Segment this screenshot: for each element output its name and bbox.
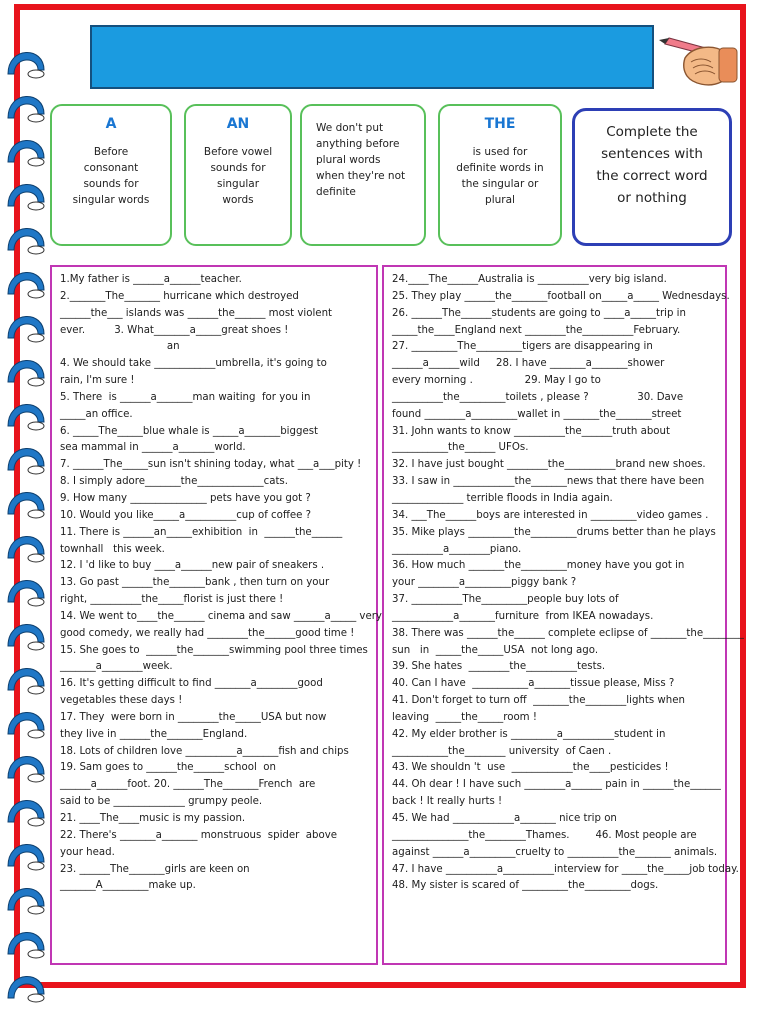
rule-card-nothing	[300, 104, 426, 246]
exercise-line: 38. There was ______the______ complete eclipse of _______the________	[392, 627, 744, 639]
exercise-line: back ! It really hurts !	[392, 796, 503, 808]
instruction-line: or nothing	[617, 190, 687, 206]
exercise-line: said to be ______________ grumpy peole.	[60, 796, 263, 808]
rule-text-line: definite words in	[456, 162, 544, 174]
rule-text-line: singular	[216, 178, 260, 190]
exercise-line: 45. We had ____________a_______ nice trip on	[392, 813, 617, 824]
exercise-line: ___________the______ UFOs.	[392, 442, 529, 454]
exercise-line: 18. Lots of children love __________a_______fish and chips	[60, 745, 349, 757]
exercise-line: 6. _____The_____blue whale is _____a_______biggest	[60, 425, 319, 437]
exercise-line: __________the_________toilets , please ? 30. Dave	[392, 391, 684, 403]
exercise-line: 42. My elder brother is _________a__________student in	[392, 728, 666, 740]
writing-hand-icon	[655, 22, 739, 90]
binder-ring-icon	[8, 404, 44, 430]
rule-text-line: Before	[93, 146, 129, 158]
rule-card-a	[50, 104, 172, 246]
exercise-line: 41. Don't forget to turn off _______the________lights when	[392, 695, 685, 707]
binder-ring-icon	[8, 888, 44, 914]
binder-ring-icon	[8, 492, 44, 518]
instruction-line: Complete the	[606, 124, 698, 140]
exercise-line: 34. ___The______boys are interested in _________video games .	[392, 509, 709, 521]
rule-text-line: plural words	[316, 154, 381, 166]
exercise-line: _______________the________Thames. 46. Most people are	[392, 829, 697, 841]
exercise-line: 39. She hates ________the__________tests.	[392, 661, 606, 673]
exercise-line: ever. 3. What_______a_____great shoes !	[60, 324, 289, 336]
exercise-line: against ______a_________cruelty to __________the_______ animals.	[392, 846, 718, 858]
exercise-line: 31. John wants to know __________the______truth about	[392, 425, 670, 437]
binder-ring-icon	[8, 756, 44, 782]
exercise-panel-right	[382, 265, 744, 965]
exercise-line: 11. There is ______an_____exhibition in ______the______	[60, 526, 343, 538]
exercise-line: townhall this week.	[60, 543, 165, 555]
binder-ring-icon	[8, 712, 44, 738]
instruction-line: sentences with	[601, 146, 703, 162]
exercise-line: ______a______foot. 20. ______The_______French are	[60, 779, 316, 791]
rule-card-label: THE	[484, 116, 516, 132]
exercise-line: 27. _________The_________tigers are disappearing in	[392, 341, 653, 353]
exercise-line: found ________a_________wallet in _______the_______street	[392, 408, 682, 420]
exercise-line: 9. How many _______________ pets have you got ?	[60, 492, 311, 504]
binder-ring-icon	[8, 140, 44, 166]
binder-ring-icon	[8, 316, 44, 342]
binder-ring-icon	[8, 844, 44, 870]
rule-text-line: plural	[485, 194, 515, 206]
rule-text-line: sounds for	[83, 178, 139, 190]
rule-text-line: words	[222, 194, 254, 206]
binder-ring-icon	[8, 228, 44, 254]
binder-ring-icon	[8, 976, 44, 1002]
exercise-line: _____an office.	[60, 408, 133, 420]
exercise-line: 8. I simply adore_______the_____________cats.	[60, 476, 288, 488]
rule-text-line: sounds for	[210, 162, 266, 174]
binder-ring-icon	[8, 448, 44, 474]
rule-text-line: Before vowel	[203, 146, 273, 158]
exercise-line: vegetables these days !	[60, 695, 183, 707]
exercise-line: your head.	[60, 846, 115, 858]
instruction-box	[572, 108, 732, 246]
rule-card-label: A	[105, 116, 117, 132]
exercise-line: 15. She goes to ______the_______swimming pool three times	[60, 644, 368, 656]
rule-text-line: is used for	[472, 146, 528, 158]
rule-text-line: anything before	[316, 138, 400, 150]
exercise-line: 13. Go past ______the_______bank , then turn on your	[60, 577, 330, 589]
rule-card-text	[446, 144, 554, 208]
exercise-line: 21. ____The____music is my passion.	[60, 813, 246, 824]
exercise-line: they live in ______the_______England.	[60, 728, 248, 740]
exercise-text-right	[392, 272, 744, 895]
exercise-line: 14. We went to____the______ cinema and saw ______a_____ very	[60, 610, 382, 622]
exercise-line: ______the___ islands was ______the______ most violent	[60, 307, 333, 319]
exercise-line: 10. Would you like_____a__________cup of coffee ?	[60, 509, 312, 521]
exercise-line: sun in _____the_____USA not long ago.	[392, 644, 599, 656]
exercise-text-left	[60, 272, 382, 895]
exercise-line: ______________ terrible floods in India again.	[392, 492, 613, 504]
exercise-line: 25. They play ______the_______football on_____a_____ Wednesdays.	[392, 290, 730, 302]
binder-ring-icon	[8, 272, 44, 298]
exercise-line: an	[60, 341, 180, 353]
exercise-line: 43. We shouldn 't use ____________the____pesticides !	[392, 762, 669, 774]
exercise-line: 5. There is ______a_______man waiting for you in	[60, 391, 311, 403]
rule-card-text	[192, 144, 284, 208]
exercise-line: your ________a_________piggy bank ?	[392, 577, 577, 589]
rule-card-text	[58, 144, 164, 208]
rule-text-line: definite	[316, 186, 356, 198]
exercise-line: leaving _____the_____room !	[392, 711, 537, 723]
exercise-line: right, __________the_____florist is just there !	[60, 594, 284, 606]
rule-text-line: the singular or	[461, 178, 539, 190]
exercise-line: 26. ______The______students are going to ____a_____trip in	[392, 307, 686, 319]
rule-card-text	[308, 120, 418, 200]
exercise-line: 1.My father is ______a______teacher.	[60, 274, 242, 285]
exercise-line: rain, I'm sure !	[60, 375, 135, 387]
rule-text-line: consonant	[83, 162, 139, 174]
binder-ring-icon	[8, 668, 44, 694]
exercise-line: 2._______The_______ hurricane which destroyed	[60, 290, 299, 302]
exercise-line: sea mammal in ______a_______world.	[60, 442, 246, 454]
exercise-line: 48. My sister is scared of _________the_________dogs.	[392, 880, 659, 892]
binder-ring-icon	[8, 536, 44, 562]
binder-ring-icon	[8, 624, 44, 650]
exercise-line: 23. ______The_______girls are keen on	[60, 863, 250, 875]
exercise-line: __________a________piano.	[392, 543, 522, 555]
exercise-line: 24.____The______Australia is __________very big island.	[392, 274, 667, 285]
binder-ring-icon	[8, 580, 44, 606]
exercise-line: _______a________week.	[60, 661, 173, 673]
exercise-line: 4. We should take ____________umbrella, it's going to	[60, 358, 327, 370]
exercise-line: _____the____England next ________the__________February.	[392, 324, 681, 336]
exercise-line: _______A_________make up.	[60, 880, 196, 892]
exercise-line: 33. I saw in ____________the_______news that there have been	[392, 476, 705, 488]
exercise-line: 17. They were born in ________the_____USA but now	[60, 711, 327, 723]
rule-card-label: AN	[226, 116, 250, 132]
exercise-line: 35. Mike plays _________the_________drums better than he plays	[392, 526, 716, 538]
exercise-panel-left	[50, 265, 382, 965]
binder-rings	[0, 0, 56, 1024]
exercise-line: 36. How much _______the_________money have you got in	[392, 560, 685, 572]
binder-ring-icon	[8, 184, 44, 210]
exercise-line: 12. I 'd like to buy ____a______new pair of sneakers .	[60, 560, 325, 572]
exercise-line: 7. ______The_____sun isn't shining today, what ___a___pity !	[60, 459, 362, 471]
exercise-line: 47. I have __________a__________interview for _____the_____job today.	[392, 863, 739, 875]
exercise-line: 40. Can I have ___________a_______tissue please, Miss ?	[392, 678, 675, 690]
exercise-line: 44. Oh dear ! I have such ________a______ pain in ______the______	[392, 779, 721, 791]
binder-ring-icon	[8, 360, 44, 386]
exercise-line: ___________the________ university of Caen .	[392, 745, 612, 757]
rule-card-an	[184, 104, 292, 246]
instruction-line: the correct word	[596, 168, 708, 184]
rule-text-line: singular words	[72, 194, 150, 206]
exercise-line: 19. Sam goes to ______the______school on	[60, 762, 276, 774]
binder-ring-icon	[8, 800, 44, 826]
title-banner	[90, 25, 654, 89]
binder-ring-icon	[8, 52, 44, 78]
exercise-line: 32. I have just bought ________the__________brand new shoes.	[392, 459, 706, 471]
exercise-line: ____________a_______furniture from IKEA nowadays.	[392, 610, 654, 622]
rule-text-line: We don't put	[316, 122, 384, 134]
exercise-line: 37. __________The_________people buy lots of	[392, 594, 619, 606]
binder-ring-icon	[8, 96, 44, 122]
binder-ring-icon	[8, 932, 44, 958]
exercise-line: 16. It's getting difficult to find _______a________good	[60, 678, 323, 690]
exercise-line: good comedy, we really had ________the______good time !	[60, 627, 355, 639]
rule-text-line: when they're not	[316, 170, 406, 182]
exercise-line: ______a______wild 28. I have _______a_______shower	[392, 358, 665, 370]
rule-card-the	[438, 104, 562, 246]
exercise-line: every morning . 29. May I go to	[392, 375, 601, 387]
exercise-line: 22. There's _______a_______ monstruous spider above	[60, 829, 338, 841]
